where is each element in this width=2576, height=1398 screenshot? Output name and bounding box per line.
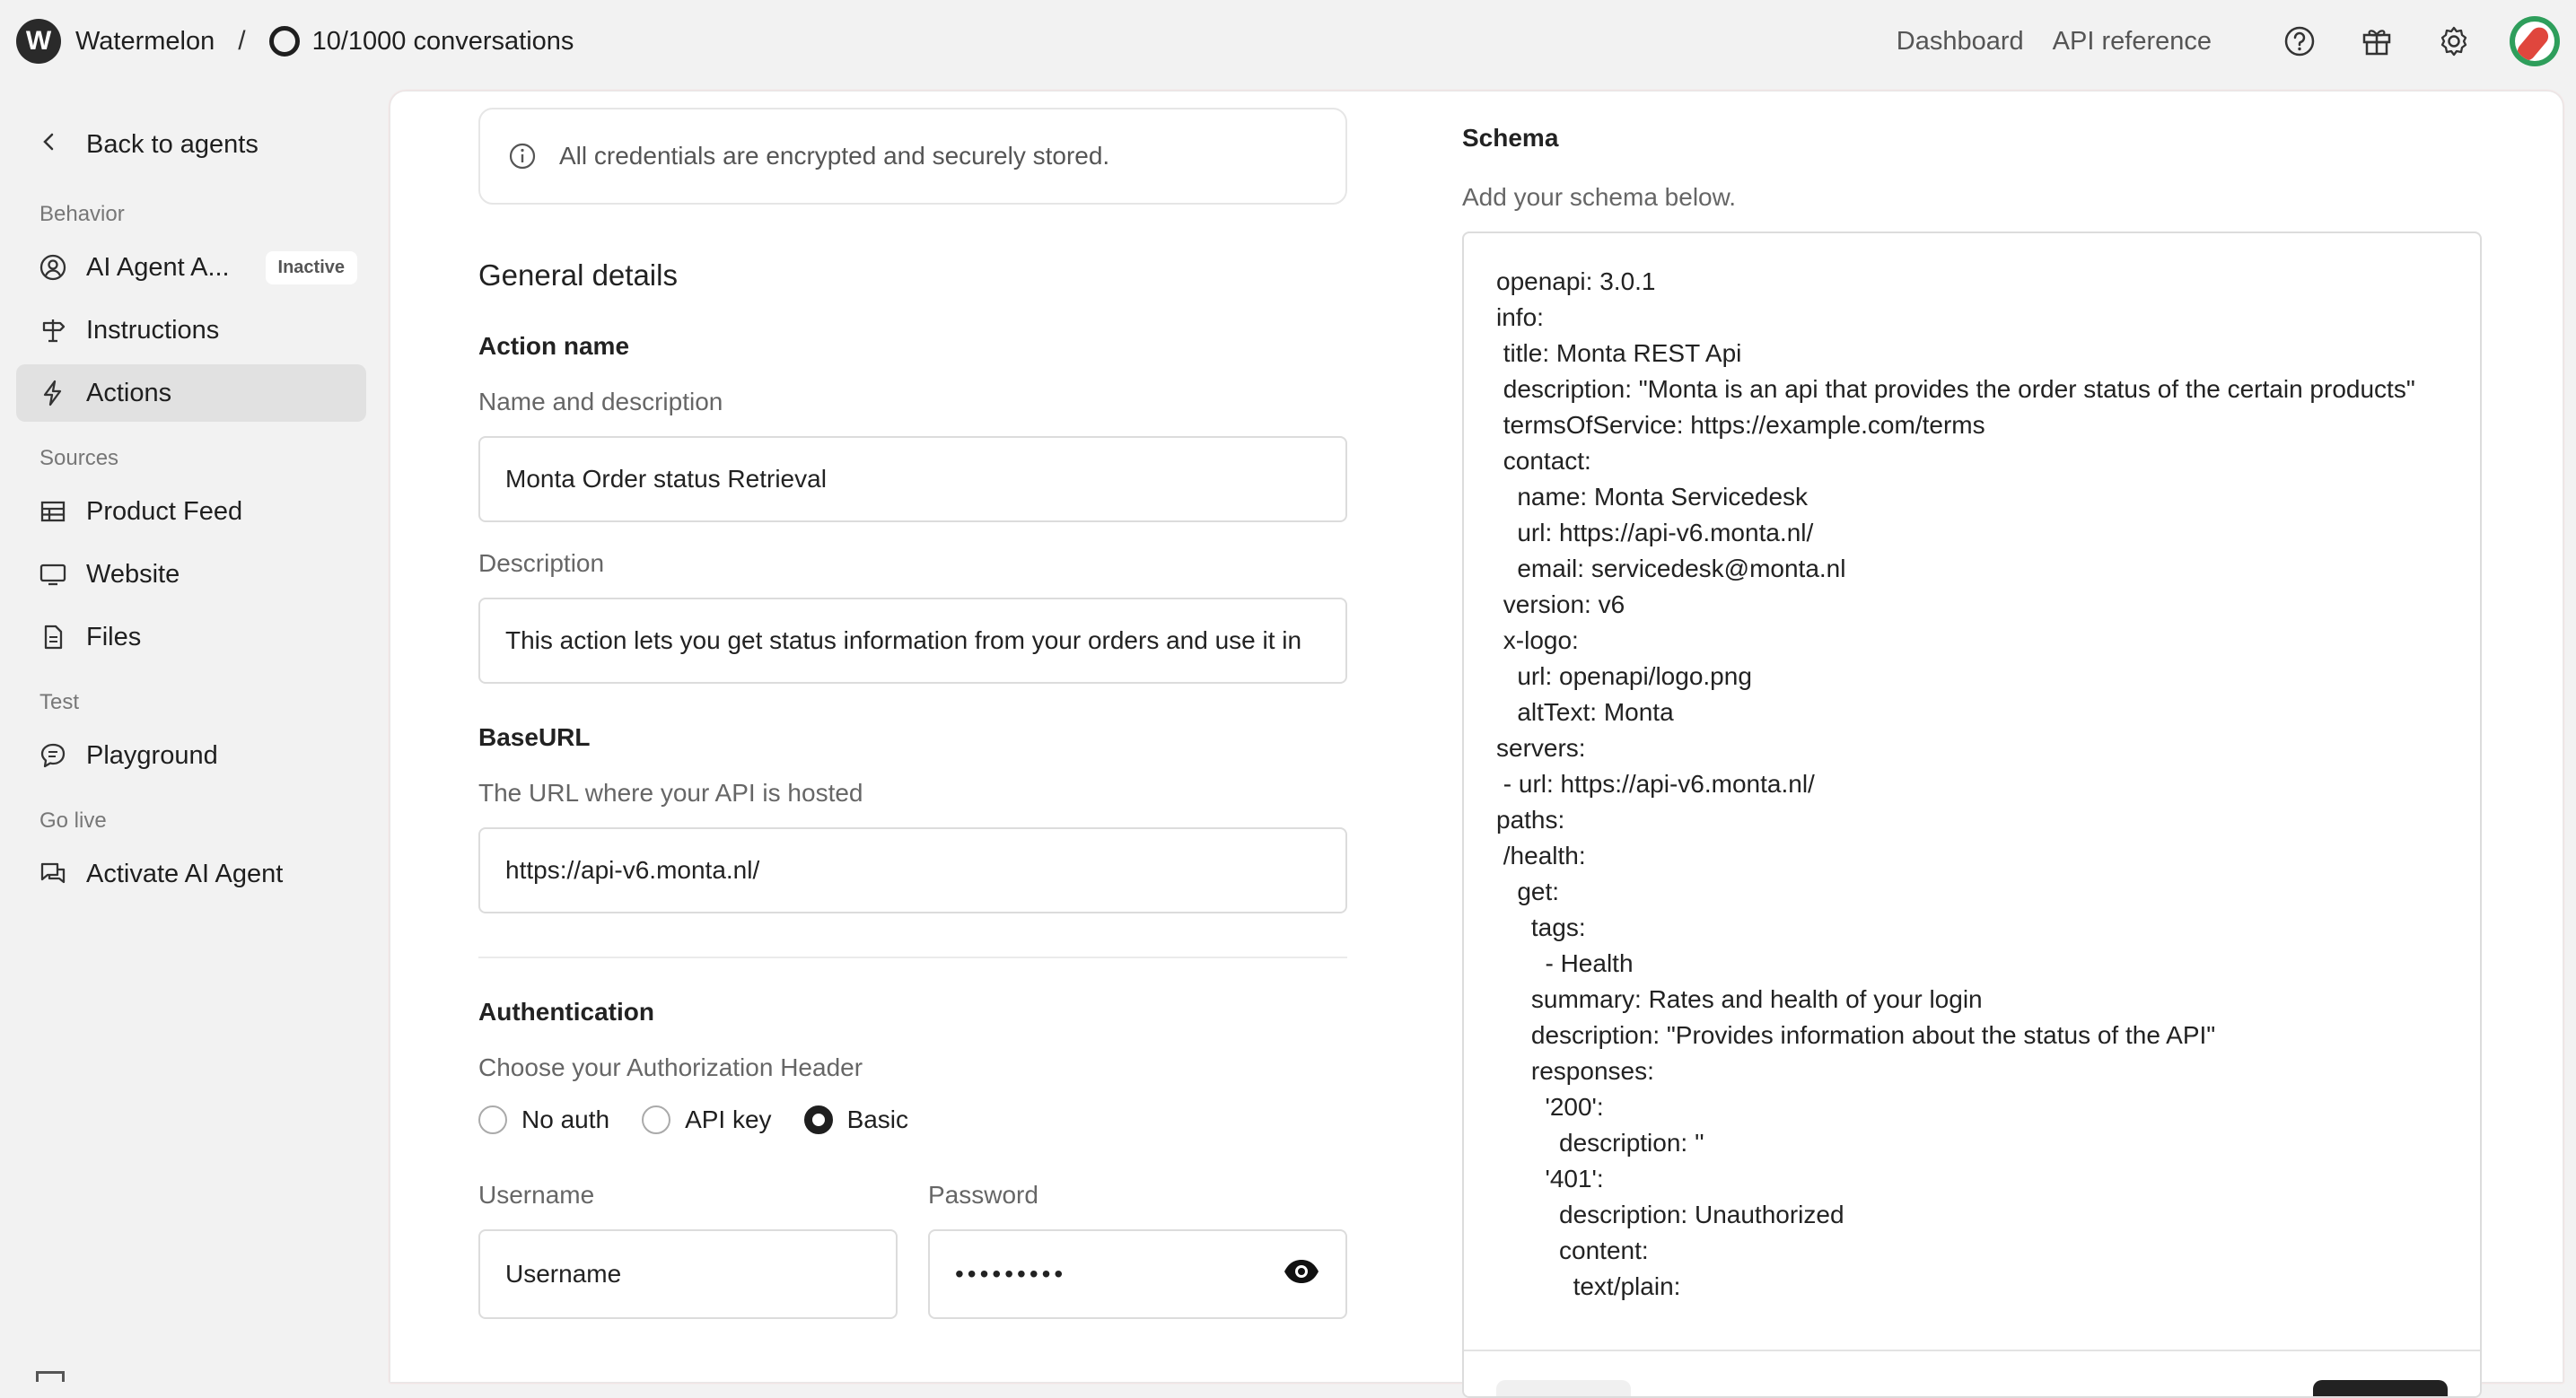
baseurl-input[interactable]: https://api-v6.monta.nl/ bbox=[478, 827, 1347, 913]
sidebar-item-label: Actions bbox=[86, 378, 172, 407]
file-icon bbox=[38, 622, 68, 652]
section-go-live: Go live bbox=[39, 808, 107, 833]
sidebar-item-files[interactable] bbox=[16, 608, 366, 666]
chevron-left-icon bbox=[39, 129, 63, 160]
sidebar-item-label: Instructions bbox=[86, 315, 220, 345]
monitor-icon bbox=[38, 559, 68, 590]
eye-icon[interactable] bbox=[1283, 1258, 1320, 1291]
back-to-agents-link[interactable] bbox=[0, 111, 390, 178]
conversation-quota: 10/1000 conversations bbox=[311, 26, 574, 56]
top-bar bbox=[0, 0, 2576, 83]
sidebar-item-product-feed[interactable] bbox=[16, 483, 366, 540]
radio-no-auth[interactable] bbox=[478, 1105, 609, 1134]
action-name-input[interactable]: Monta Order status Retrieval bbox=[478, 436, 1347, 522]
sidebar bbox=[0, 83, 390, 1380]
radio-circle[interactable] bbox=[478, 1105, 507, 1134]
sidebar-item-label: Product Feed bbox=[86, 496, 243, 526]
auth-label: Choose your Authorization Header bbox=[478, 1053, 863, 1081]
main-panel bbox=[390, 91, 2563, 1383]
info-icon bbox=[507, 141, 538, 171]
encryption-notice bbox=[478, 108, 1347, 205]
section-divider bbox=[478, 957, 1347, 958]
sidebar-item-activate[interactable] bbox=[16, 845, 366, 903]
user-circle-icon bbox=[38, 252, 68, 283]
settings-gear-icon[interactable] bbox=[2436, 23, 2472, 59]
username-label: Username bbox=[478, 1181, 595, 1209]
sidebar-item-label: Playground bbox=[86, 740, 218, 770]
help-icon[interactable] bbox=[2282, 23, 2318, 59]
sidebar-item-actions[interactable] bbox=[16, 364, 366, 422]
action-form bbox=[478, 92, 1347, 1319]
secondary-button[interactable] bbox=[1496, 1380, 1631, 1398]
watermelon-logo[interactable]: W bbox=[16, 19, 61, 64]
section-sources: Sources bbox=[39, 446, 119, 470]
general-details-heading: General details bbox=[478, 258, 678, 292]
password-label: Password bbox=[928, 1181, 1038, 1209]
section-test: Test bbox=[39, 690, 80, 714]
primary-button[interactable] bbox=[2313, 1380, 2448, 1398]
credentials-row bbox=[478, 1181, 1347, 1319]
radio-circle-selected[interactable] bbox=[804, 1105, 833, 1134]
top-nav bbox=[1897, 16, 2560, 66]
schema-editor[interactable] bbox=[1462, 232, 2482, 1398]
status-badge: Inactive bbox=[266, 251, 357, 284]
section-behavior: Behavior bbox=[39, 202, 125, 226]
radio-basic[interactable] bbox=[804, 1105, 908, 1134]
description-input[interactable]: This action lets you get status information from your orders and use it in bbox=[478, 598, 1347, 684]
baseurl-heading: BaseURL bbox=[478, 723, 591, 751]
password-value: ••••••••• bbox=[955, 1260, 1067, 1288]
back-label: Back to agents bbox=[86, 129, 258, 159]
password-group bbox=[928, 1181, 1347, 1319]
table-icon bbox=[38, 496, 68, 527]
schema-footer bbox=[1464, 1350, 2480, 1398]
sidebar-item-ai-agent[interactable] bbox=[16, 239, 366, 296]
schema-panel bbox=[1462, 92, 2482, 1398]
radio-api-key[interactable] bbox=[642, 1105, 771, 1134]
schema-heading: Schema bbox=[1462, 124, 1559, 152]
action-name-heading: Action name bbox=[478, 332, 630, 360]
dashboard-link[interactable]: Dashboard bbox=[1896, 26, 2024, 56]
username-input[interactable] bbox=[478, 1229, 898, 1319]
schema-subtitle: Add your schema below. bbox=[1462, 183, 1737, 211]
username-value: Username bbox=[505, 1260, 622, 1288]
signpost-icon bbox=[38, 315, 68, 345]
chats-icon bbox=[38, 859, 68, 889]
password-input[interactable] bbox=[928, 1229, 1347, 1319]
lightning-icon bbox=[38, 378, 68, 408]
baseurl-label: The URL where your API is hosted bbox=[478, 779, 863, 807]
sidebar-item-label: Activate AI Agent bbox=[86, 859, 284, 888]
radio-circle[interactable] bbox=[642, 1105, 670, 1134]
user-avatar[interactable] bbox=[2510, 16, 2560, 66]
gift-icon[interactable] bbox=[2359, 23, 2395, 59]
quota-ring-icon bbox=[269, 26, 300, 57]
radio-label: API key bbox=[685, 1105, 772, 1133]
sidebar-item-label: Website bbox=[86, 559, 180, 589]
breadcrumb-separator: / bbox=[238, 26, 246, 56]
sidebar-item-playground[interactable] bbox=[16, 727, 366, 784]
sidebar-item-website[interactable] bbox=[16, 546, 366, 603]
username-group bbox=[478, 1181, 898, 1319]
sidebar-item-label: AI Agent A... bbox=[86, 252, 230, 282]
radio-label: No auth bbox=[521, 1105, 610, 1133]
sidebar-item-instructions[interactable] bbox=[16, 301, 366, 359]
chat-icon bbox=[38, 740, 68, 771]
authentication-heading: Authentication bbox=[478, 998, 654, 1026]
radio-label: Basic bbox=[846, 1105, 909, 1133]
schema-code[interactable]: openapi: 3.0.1 info: title: Monta REST Api description: "Monta is an api that provides the order status of the certain products" termsOfService: https://example.com/terms contact: name: Monta Servicedesk url: https://api-v6.monta.nl/ email: servicedesk@monta.nl version: v6 x-logo: url: openapi/logo.png altText: Monta servers: - url: https://api-v6.monta.nl/ paths: /health: get: tags: - Health summary: Rates and health of your login description: "Provides information about the status of the API" responses: '200': description: '' '401': description: Unauthorized content: text/plain: bbox=[1496, 267, 2415, 1300]
auth-radio-group bbox=[478, 1105, 1347, 1134]
description-label: Description bbox=[478, 549, 605, 577]
api-reference-link[interactable]: API reference bbox=[2052, 26, 2212, 56]
notice-text: All credentials are encrypted and securely stored. bbox=[559, 142, 1110, 170]
sidebar-item-label: Files bbox=[86, 622, 142, 651]
name-label: Name and description bbox=[478, 388, 723, 415]
collapse-sidebar-icon[interactable] bbox=[36, 1371, 65, 1382]
workspace-name[interactable]: Watermelon bbox=[75, 26, 215, 56]
